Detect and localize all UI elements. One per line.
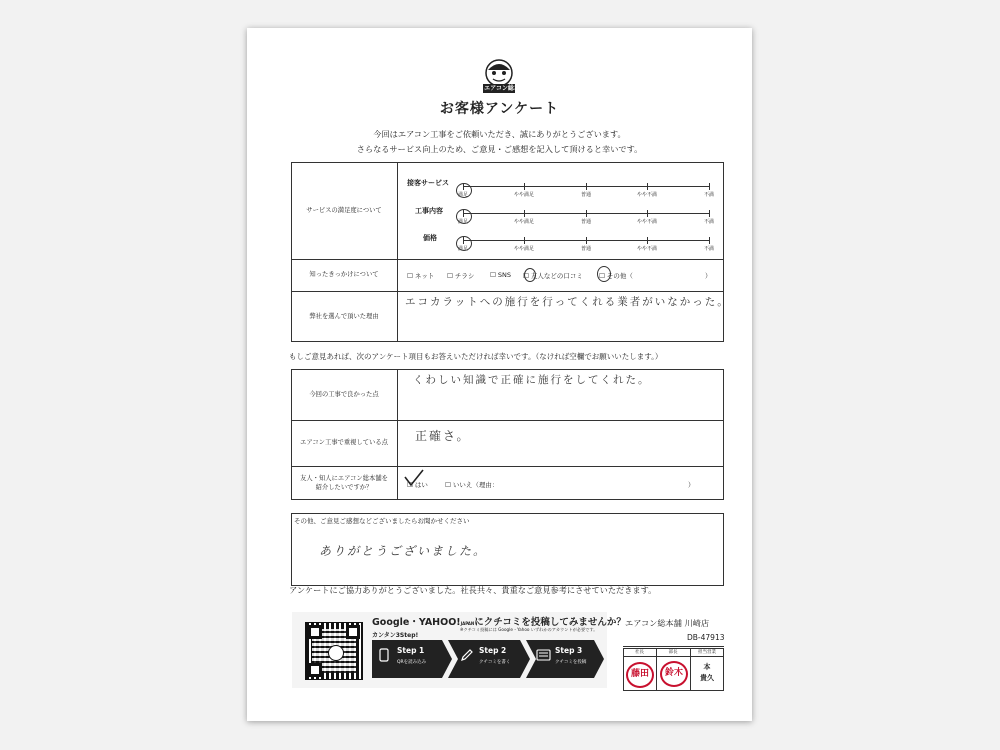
scale-label: 満足 — [457, 219, 468, 225]
option-word-of-mouth[interactable]: ☐ 友人などの口コミ — [523, 272, 583, 280]
step-2-title: Step 2 — [479, 646, 507, 655]
source-label: 知ったきっかけについて — [309, 271, 379, 279]
scale-label: 満足 — [457, 246, 468, 252]
sales-rep-line-2: 貴久 — [700, 674, 714, 682]
step-2-sub: クチコミを書く — [479, 660, 511, 665]
scale-label: 普通 — [580, 192, 591, 198]
store-code: DB-47913 — [687, 633, 725, 642]
scale-label: 不満 — [703, 219, 714, 225]
check-mark-icon — [403, 468, 425, 488]
logo-text: エアコン総本舗 — [484, 85, 520, 101]
approval-header-sales: 担当営業 — [698, 650, 716, 655]
stamp-president: 藤田 — [626, 662, 654, 688]
step-1-title: Step 1 — [397, 646, 425, 655]
scale-label: 不満 — [703, 246, 714, 252]
headline-rest: にクチコミを投稿してみませんか？ — [474, 617, 626, 628]
scale-label: やや満足 — [513, 192, 534, 198]
scale-label: 満足 — [457, 192, 468, 198]
satisfaction-label: サービスの満足度について — [306, 206, 382, 214]
reason-answer: エコカラットへの施行を行ってくれる業者がいなかった。 — [405, 296, 730, 308]
other-comments-answer: ありがとうございました。 — [319, 544, 488, 558]
banner-footnote: ※クチコミ投稿には Google・Yahoo いずれかのアカウントが必要です。 — [460, 627, 598, 632]
category-work: 工事内容 — [415, 207, 443, 215]
step-3-title: Step 3 — [555, 646, 583, 655]
selected-circle — [456, 236, 472, 251]
selected-circle — [456, 209, 472, 224]
easy-steps-label: カンタン3Step! — [372, 632, 419, 639]
recommend-yes[interactable]: ☐ はい — [407, 481, 428, 489]
good-points-label: 今回の工事で良かった点 — [309, 390, 379, 398]
category-price: 価格 — [423, 234, 437, 242]
recommend-label-line-1: 友人・知人にエアコン総本舗を — [300, 474, 388, 482]
intro-line-2: さらなるサービス向上のため、ご意見・ご感想を記入して頂けると幸いです。 — [356, 144, 643, 154]
reason-label: 弊社を選んで頂いた理由 — [309, 312, 379, 320]
recommend-no[interactable]: ☐ いいえ（理由： — [445, 481, 499, 489]
importance-answer: 正確さ。 — [415, 429, 471, 443]
intro-line-1: 今回はエアコン工事をご依頼いただき、誠にありがとうございます。 — [373, 129, 626, 139]
scale-label: 不満 — [703, 192, 714, 198]
yahoo-japan-text: JAPAN — [460, 621, 475, 626]
step-3-sub: クチコミを投稿 — [555, 660, 587, 665]
banner-headline — [372, 614, 626, 628]
importance-label: エアコン工事で重視している点 — [300, 439, 388, 447]
option-other[interactable]: ☐ その他（ — [599, 272, 633, 280]
yahoo-text: YAHOO! — [418, 617, 461, 628]
sales-rep-line-1: 本 — [703, 663, 711, 671]
phone-icon — [377, 648, 391, 662]
keyboard-icon — [536, 649, 551, 661]
survey-sheet — [247, 28, 752, 721]
qr-code-icon[interactable] — [305, 622, 363, 680]
option-sns[interactable]: ☐ SNS — [490, 271, 512, 279]
option-other-close: ） — [705, 272, 712, 280]
scale-label: やや不満 — [636, 246, 657, 252]
scale-label: やや満足 — [513, 219, 534, 225]
circled-option — [524, 268, 536, 282]
scale-label: 普通 — [580, 246, 591, 252]
stamp-manager: 鈴木 — [660, 661, 688, 687]
store-name: エアコン総本舗 川崎店 — [625, 618, 710, 628]
scale-label: やや不満 — [636, 219, 657, 225]
recommend-label-line-2: 紹介したいですか？ — [315, 484, 373, 491]
step-1-sub: QRを読み込み — [397, 660, 427, 665]
selected-circle — [456, 183, 472, 198]
thanks-message: アンケートにご協力ありがとうございました。社長共々、貴重なご意見参考にさせていただきます。 — [289, 585, 657, 595]
option-flyer[interactable]: ☐ チラシ — [447, 272, 475, 280]
other-comments-label: その他、ご意見ご感想などございましたらお聞かせください — [294, 517, 470, 525]
recommend-label — [291, 466, 397, 500]
scale-label: 普通 — [580, 219, 591, 225]
google-text: Google・ — [372, 617, 419, 628]
scale-label: やや不満 — [636, 192, 657, 198]
pencil-icon — [460, 648, 474, 662]
recommend-close: ） — [688, 481, 695, 489]
scale-label: やや満足 — [513, 246, 534, 252]
approval-header-president: 社長 — [635, 650, 644, 655]
category-service: 接客サービス — [407, 179, 449, 187]
good-points-answer: くわしい知識で正確に施行をしてくれた。 — [413, 374, 651, 386]
optional-note: もしご意見あれば、次のアンケート項目もお答えいただければ幸いです。（なければ空欄でお願いいたします。） — [289, 352, 663, 361]
circled-option — [597, 266, 611, 282]
approval-header-manager: 部長 — [668, 650, 678, 655]
option-net[interactable]: ☐ ネット — [407, 272, 435, 280]
survey-title: お客様アンケート — [439, 101, 560, 117]
